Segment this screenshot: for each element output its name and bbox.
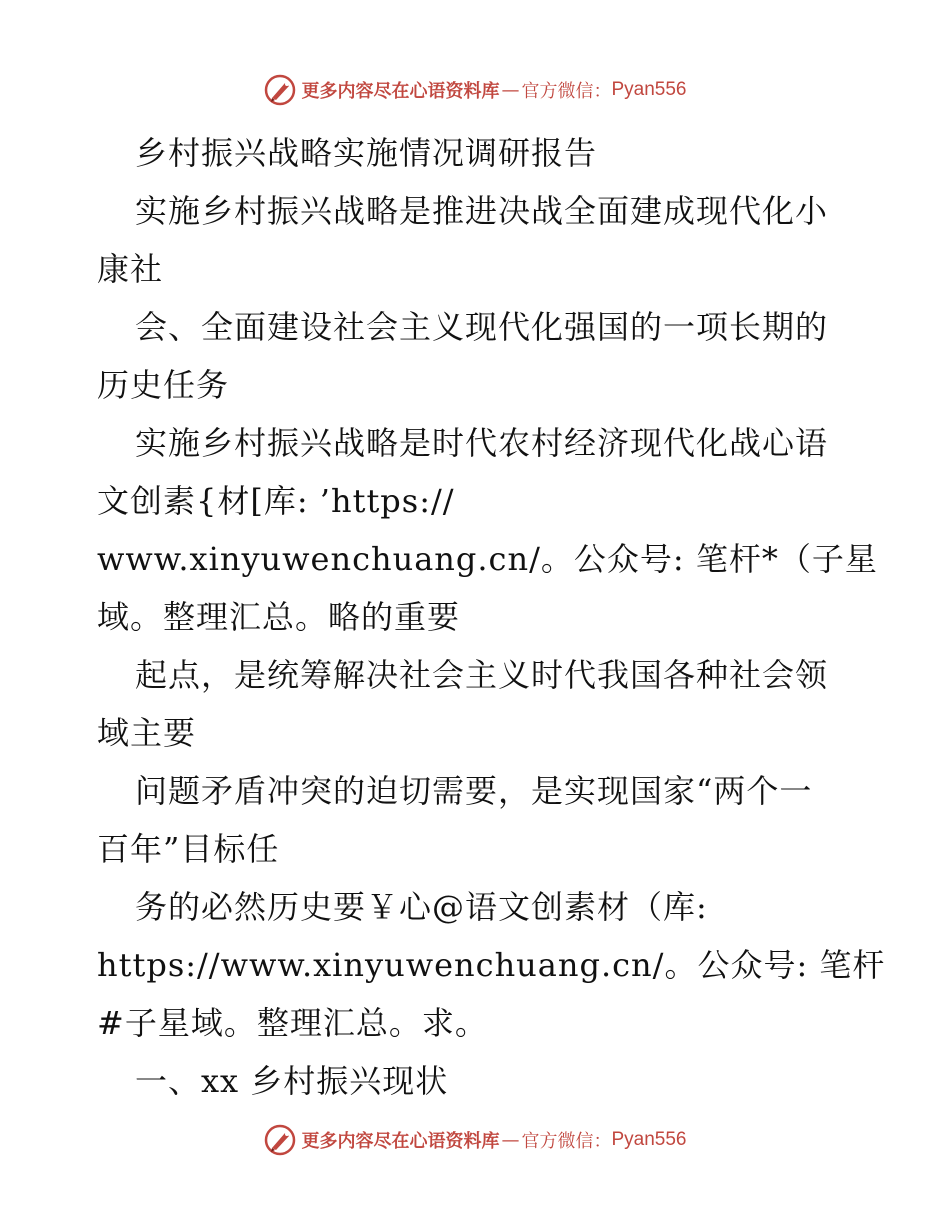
- paragraph-line: www.xinyuwenchuang.cn/。公众号: 笔杆*（子星: [97, 540, 878, 578]
- banner-separator: —: [501, 1129, 520, 1151]
- paragraph-line: #子星域。整理汇总。求。: [97, 1004, 488, 1042]
- banner-wechat-id: Pyan556: [611, 1129, 687, 1150]
- document-title: 乡村振兴战略实施情况调研报告: [135, 134, 598, 172]
- banner-separator: —: [501, 79, 520, 101]
- banner-wechat-label: 官方微信：: [521, 1131, 612, 1152]
- banner-wechat-id: Pyan556: [611, 79, 687, 100]
- paragraph-line: 会、全面建设社会主义现代化强国的一项长期的: [135, 308, 829, 346]
- pen-logo-icon: [263, 73, 297, 107]
- paragraph-line: 康社: [97, 250, 164, 288]
- header-watermark-banner: [0, 70, 950, 110]
- banner-main-text: 更多内容尽在心语资料库: [301, 81, 500, 102]
- banner-main-text: 更多内容尽在心语资料库: [301, 1131, 500, 1152]
- document-body: [97, 124, 886, 1110]
- footer-watermark-banner: [0, 1120, 950, 1160]
- banner-wechat-label: 官方微信：: [521, 81, 612, 102]
- paragraph-line: 实施乡村振兴战略是推进决战全面建成现代化小: [135, 192, 829, 230]
- paragraph-line: 实施乡村振兴战略是时代农村经济现代化战心语: [135, 424, 829, 462]
- paragraph-line: 百年”目标任: [97, 830, 280, 868]
- paragraph-line: 起点，是统筹解决社会主义时代我国各种社会领: [135, 656, 829, 694]
- pen-logo-icon: [263, 1123, 297, 1157]
- paragraph-line: 历史任务: [97, 366, 230, 404]
- paragraph-line: https://www.xinyuwenchuang.cn/。公众号: 笔杆: [97, 946, 886, 984]
- paragraph-line: 文创素{材[库: ’https://: [97, 482, 455, 520]
- paragraph-line: 域主要: [97, 714, 197, 752]
- paragraph-line: 域。整理汇总。略的重要: [97, 598, 461, 636]
- paragraph-line: 务的必然历史要￥心@语文创素材（库:: [135, 888, 708, 926]
- section-heading: 一、xx 乡村振兴现状: [135, 1062, 449, 1100]
- paragraph-line: 问题矛盾冲突的迫切需要，是实现国家“两个一: [135, 772, 813, 810]
